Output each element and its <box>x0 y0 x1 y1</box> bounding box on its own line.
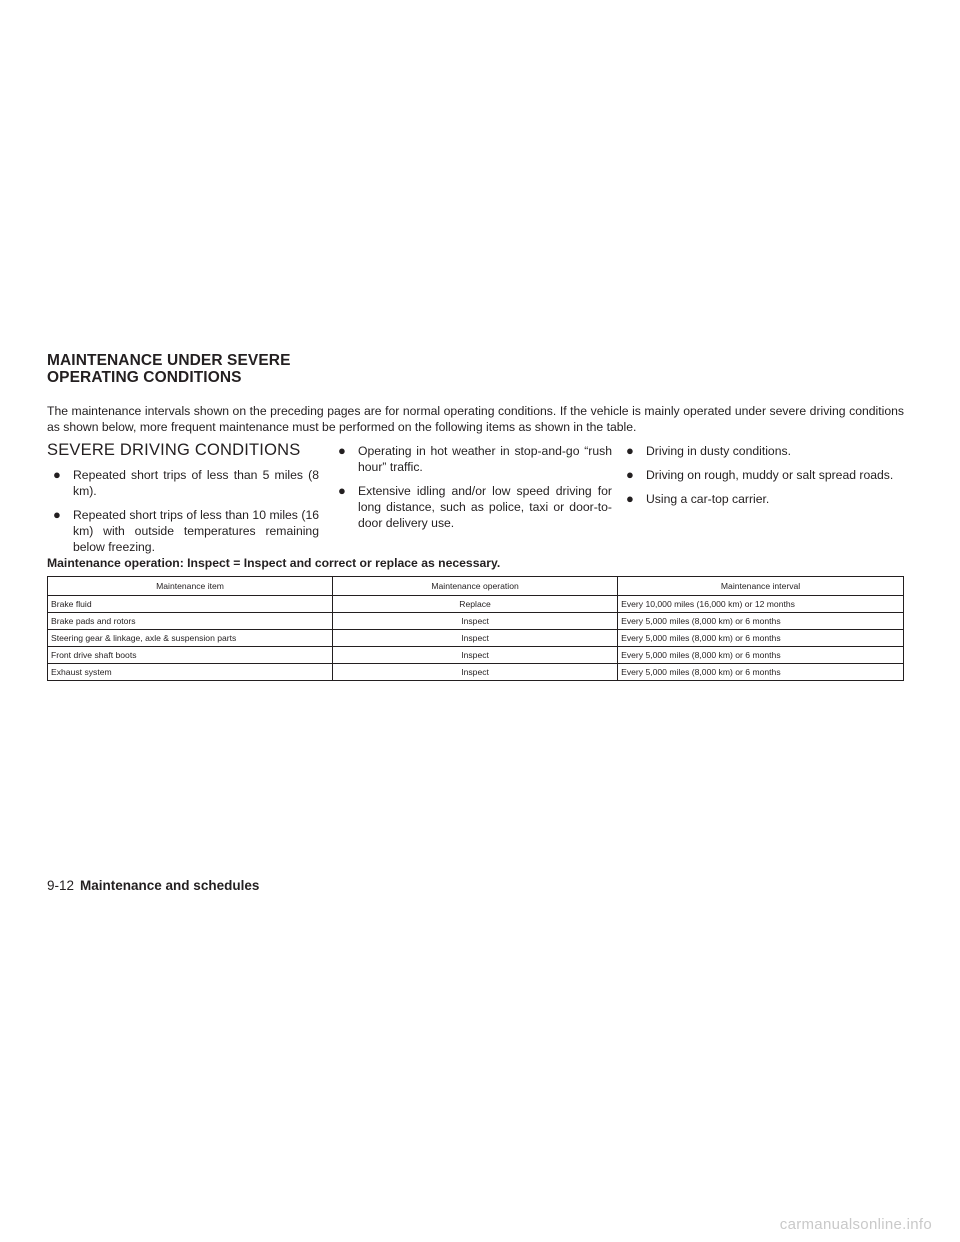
bullet-icon: ● <box>338 483 346 498</box>
cell-interval: Every 5,000 miles (8,000 km) or 6 months <box>618 630 904 647</box>
bullet-icon: ● <box>338 443 346 458</box>
intro-paragraph: The maintenance intervals shown on the preceding pages are for normal operating conditions. If the vehicle is mainly operated under severe driving conditions as shown below, more frequent maintenance must be performed on the following items as shown in the table. <box>47 404 904 434</box>
cell-operation: Inspect <box>333 630 618 647</box>
condition-item <box>47 467 319 499</box>
condition-item <box>620 467 905 483</box>
condition-item <box>620 491 905 507</box>
cell-item: Front drive shaft boots <box>48 647 333 664</box>
condition-item <box>620 443 905 459</box>
cell-interval: Every 5,000 miles (8,000 km) or 6 months <box>618 664 904 681</box>
condition-text: Extensive idling and/or low speed driving for long distance, such as police, taxi or door-to-door delivery use. <box>358 484 612 530</box>
cell-item: Brake pads and rotors <box>48 613 333 630</box>
condition-text: Repeated short trips of less than 5 miles (8 km). <box>73 468 319 498</box>
condition-item <box>332 443 612 475</box>
condition-text: Driving in dusty conditions. <box>646 444 791 458</box>
section-title-line-2: OPERATING CONDITIONS <box>47 369 242 386</box>
conditions-column-1 <box>47 467 319 563</box>
table-row <box>48 613 904 630</box>
cell-interval: Every 10,000 miles (16,000 km) or 12 months <box>618 596 904 613</box>
bullet-icon: ● <box>53 507 61 522</box>
chapter-title: Maintenance and schedules <box>80 878 260 893</box>
table-header-row <box>48 577 904 596</box>
cell-operation: Inspect <box>333 664 618 681</box>
conditions-column-3 <box>620 443 905 515</box>
cell-interval: Every 5,000 miles (8,000 km) or 6 months <box>618 647 904 664</box>
bullet-icon: ● <box>53 467 61 482</box>
cell-item: Exhaust system <box>48 664 333 681</box>
table-row <box>48 596 904 613</box>
header-maintenance-item: Maintenance item <box>48 577 333 596</box>
maintenance-table <box>47 576 904 681</box>
page-footer <box>47 877 259 894</box>
condition-item <box>332 483 612 531</box>
condition-text: Operating in hot weather in stop-and-go “rush hour” traffic. <box>358 444 612 474</box>
cell-interval: Every 5,000 miles (8,000 km) or 6 months <box>618 613 904 630</box>
header-maintenance-operation: Maintenance operation <box>333 577 618 596</box>
table-row <box>48 664 904 681</box>
section-title-line-1: MAINTENANCE UNDER SEVERE <box>47 352 291 369</box>
conditions-column-2 <box>332 443 612 539</box>
bullet-icon: ● <box>626 467 634 482</box>
condition-text: Using a car-top carrier. <box>646 492 770 506</box>
watermark: carmanualsonline.info <box>779 1216 932 1233</box>
bullet-icon: ● <box>626 443 634 458</box>
severe-conditions-heading: SEVERE DRIVING CONDITIONS <box>47 441 301 459</box>
header-maintenance-interval: Maintenance interval <box>618 577 904 596</box>
cell-operation: Inspect <box>333 613 618 630</box>
table-caption: Maintenance operation: Inspect = Inspect and correct or replace as necessary. <box>47 556 501 570</box>
condition-item <box>47 507 319 555</box>
cell-item: Steering gear & linkage, axle & suspension parts <box>48 630 333 647</box>
condition-text: Repeated short trips of less than 10 miles (16 km) with outside temperatures remaining below freezing. <box>73 508 319 554</box>
table-row <box>48 647 904 664</box>
section-title <box>47 352 647 386</box>
table-row <box>48 630 904 647</box>
bullet-icon: ● <box>626 491 634 506</box>
page-number: 9-12 <box>47 878 75 893</box>
condition-text: Driving on rough, muddy or salt spread roads. <box>646 468 894 482</box>
cell-operation: Replace <box>333 596 618 613</box>
cell-item: Brake fluid <box>48 596 333 613</box>
cell-operation: Inspect <box>333 647 618 664</box>
